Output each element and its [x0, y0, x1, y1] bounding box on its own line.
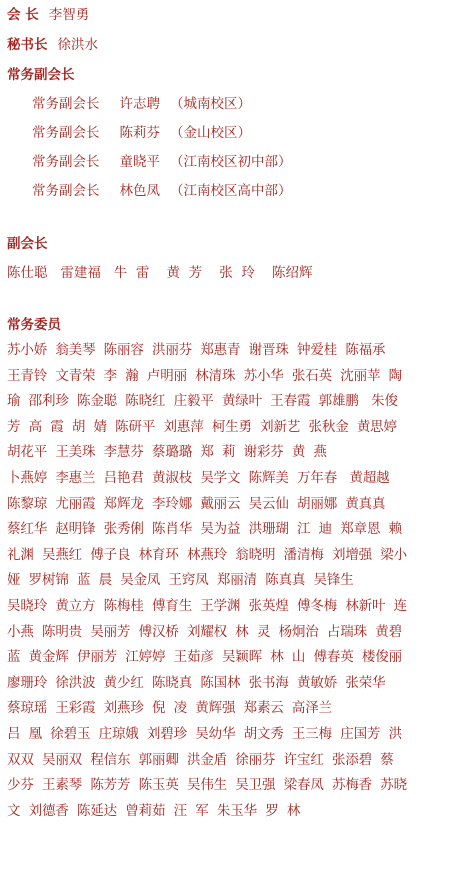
- committee-line: 苏小娇 翁美琴 陈丽容 洪丽芬 郑惠青 谢晋珠 钟爱桂 陈福承: [7, 342, 386, 358]
- secretary-general-row: [7, 36, 448, 54]
- committee-line: 双双 吴丽双 程信东 郭丽卿 洪金盾 徐丽芬 许宝红 张添碧 蔡: [7, 751, 394, 768]
- committee-line: 王青铃 文青荣 李 瀚 卢明丽 林清珠 苏小华 张石英 沈丽苹 陶: [7, 367, 402, 384]
- secretary-general-label: 秘书长: [7, 37, 48, 53]
- standing-committee-title: 常务委员: [7, 317, 61, 333]
- executive-vice-presidents-list: [7, 95, 448, 200]
- committee-line: 陈黎琼 尤丽霞 郑辉龙 李玲娜 戴丽云 吴云仙 胡丽娜 黄真真: [7, 495, 386, 512]
- committee-line: 蔡红华 赵明锋 张秀俐 陈肖华 吴为益 洪珊瑚 江 迪 郑章恩 赖: [7, 521, 402, 538]
- secretary-general-name: 徐洪水: [57, 37, 98, 53]
- executive-vice-presidents-title: 常务副会长: [7, 67, 75, 83]
- evp-campus: （金山校区）: [170, 125, 251, 141]
- evp-item: [32, 124, 448, 142]
- committee-line: 吕 凰 徐碧玉 庄琼娥 刘碧珍 吴幼华 胡文秀 王三梅 庄国芳 洪: [7, 725, 402, 742]
- committee-line: 小燕 陈明贵 吴丽芳 傅汉桥 刘耀权 林 灵 杨炯治 占瑞珠 黄碧: [7, 623, 402, 640]
- vice-presidents-names: 陈仕聪 雷建福 牛 雷 黄 芳 张 玲 陈绍辉: [7, 265, 313, 281]
- evp-item: [32, 153, 448, 171]
- vice-presidents-title: 副会长: [7, 236, 48, 252]
- evp-campus: （城南校区）: [170, 96, 251, 112]
- committee-line: 娅 罗树锦 蓝 晨 吴金凤 王窍凤 郑丽清 陈真真 吴锋生: [7, 572, 354, 589]
- evp-name: 童晓平: [119, 154, 160, 170]
- committee-line: 胡花平 王美珠 李慧芬 蔡璐璐 郑 莉 谢彩芬 黄 燕: [7, 444, 327, 461]
- evp-role: 常务副会长: [32, 154, 100, 170]
- president-row: [7, 6, 448, 24]
- evp-name: 林色凤: [119, 183, 160, 199]
- evp-role: 常务副会长: [32, 96, 100, 112]
- committee-line: 文 刘德香 陈延达 曾莉茹 汪 军 朱玉华 罗 林: [7, 802, 301, 819]
- president-label: 会 长: [7, 7, 39, 23]
- evp-role: 常务副会长: [32, 183, 100, 199]
- evp-name: 许志聘: [119, 96, 160, 112]
- evp-role: 常务副会长: [32, 125, 100, 141]
- committee-line: 礼渊 吴燕红 傅子良 林育环 林燕玲 翁晓明 潘清梅 刘增强 梁小: [7, 546, 408, 563]
- committee-line: 蔡琼瑶 王彩霞 刘燕珍 倪 凌 黄辉强 郑素云 高泽兰: [7, 700, 332, 717]
- committee-line: 吴晓玲 黄立方 陈梅桂 傅育生 王学渊 张英煌 傅冬梅 林新叶 连: [7, 597, 408, 614]
- committee-line: 廖珊玲 徐洪波 黄少红 陈晓真 陈国林 张书海 黄敏娇 张荣华: [7, 674, 386, 691]
- evp-item: [32, 95, 448, 113]
- committee-line: 卜燕婷 李惠兰 吕艳君 黄淑枝 吴学文 陈辉美 万年春 黄超越: [7, 469, 390, 486]
- evp-campus: （江南校区初中部）: [170, 154, 292, 170]
- committee-line: 瑜 邵利珍 陈金聪 陈晓红 庄毅平 黄绿叶 王春霞 郭雄鹏 朱俊: [7, 393, 398, 410]
- evp-item: [32, 182, 448, 200]
- evp-name: 陈莉芬: [119, 125, 160, 141]
- committee-line: 芳 高 霞 胡 婧 陈研平 刘惠萍 柯生勇 刘新艺 张秋金 黄思婷: [7, 418, 397, 435]
- evp-campus: （江南校区高中部）: [170, 183, 292, 199]
- committee-line: 蓝 黄金辉 伊丽芳 江婷婷 王茹彦 吴颖晖 林 山 傅春英 楼俊丽: [7, 649, 402, 666]
- standing-committee-list: [7, 338, 448, 824]
- president-name: 李智勇: [48, 7, 90, 23]
- committee-line: 少芬 王素琴 陈芳芳 陈玉英 吴伟生 吴卫强 梁春凤 苏梅香 苏晓: [7, 777, 408, 794]
